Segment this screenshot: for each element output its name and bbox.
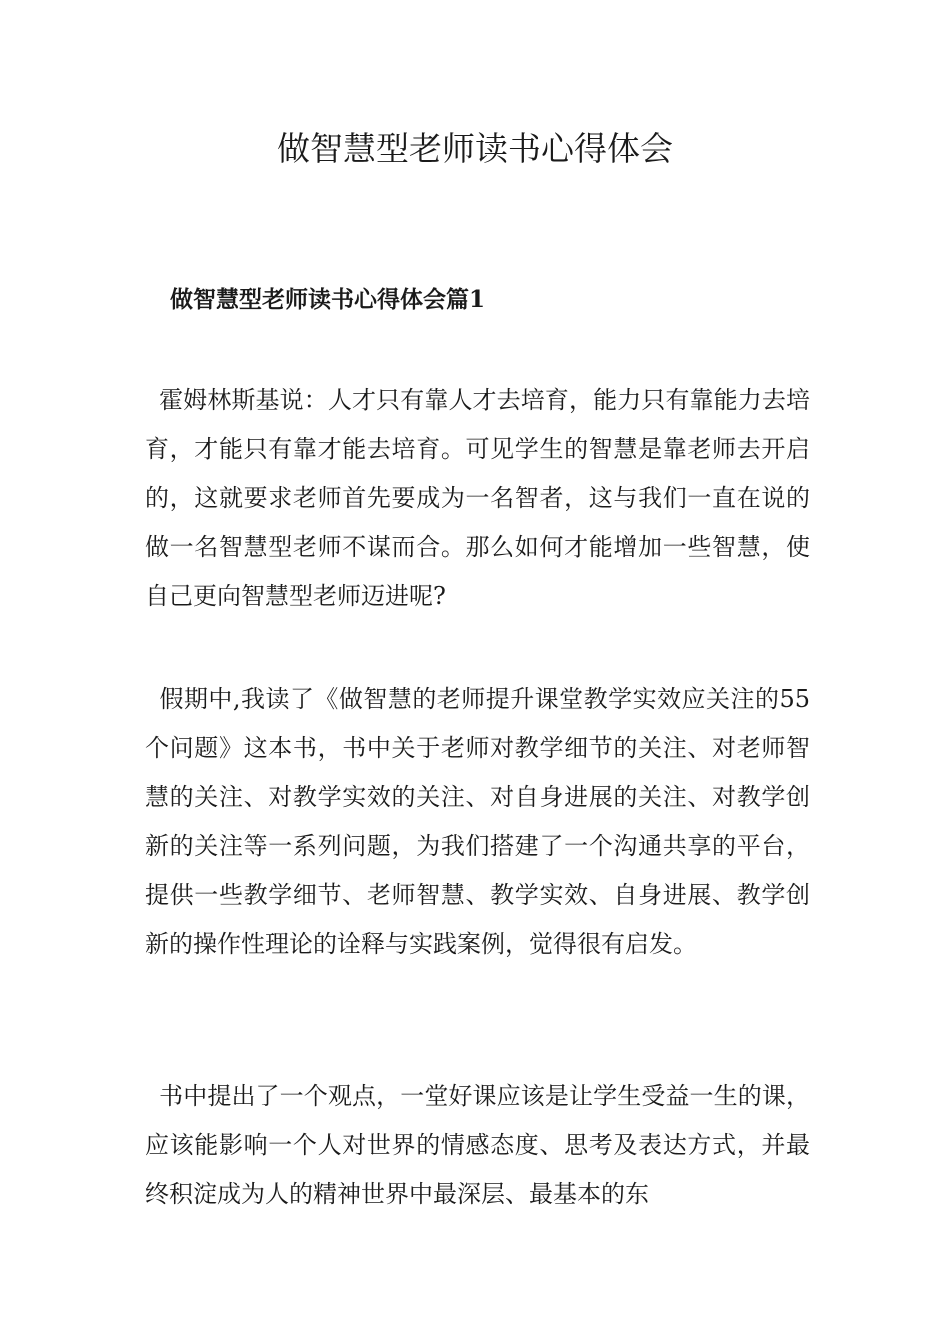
document-title: 做智慧型老师读书心得体会 <box>277 129 673 168</box>
paragraph-text: 书中提出了一个观点，一堂好课应该是让学生受益一生的课，应该能影响一个人对世界的情感态度、思考及表达方式，并最终积淀成为人的精神世界中最深层、最基本的东 <box>145 1082 810 1208</box>
paragraph-text: 霍姆林斯基说：人才只有靠人才去培育，能力只有靠能力去培育，才能只有靠才能去培育。可见学生的智慧是靠老师去开启的，这就要求老师首先要成为一名智者，这与我们一直在说的做一名智慧型老师不谋而合。那么如何才能增加一些智慧，使自己更向智慧型老师迈进呢? <box>145 386 810 610</box>
paragraph-2 <box>145 675 810 969</box>
paragraph-3 <box>145 1072 810 1219</box>
paragraph-text: 假期中,我读了《做智慧的老师提升课堂教学实效应关注的55个问题》这本书，书中关于老师对教学细节的关注、对老师智慧的关注、对教学实效的关注、对自身进展的关注、对教学创新的关注等一系列问题，为我们搭建了一个沟通共享的平台，提供一些教学细节、老师智慧、教学实效、自身进展、教学创新的操作性理论的诠释与实践案例，觉得很有启发。 <box>145 685 810 958</box>
section-heading: 做智慧型老师读书心得体会篇1 <box>170 286 486 313</box>
paragraph-1 <box>145 376 810 621</box>
